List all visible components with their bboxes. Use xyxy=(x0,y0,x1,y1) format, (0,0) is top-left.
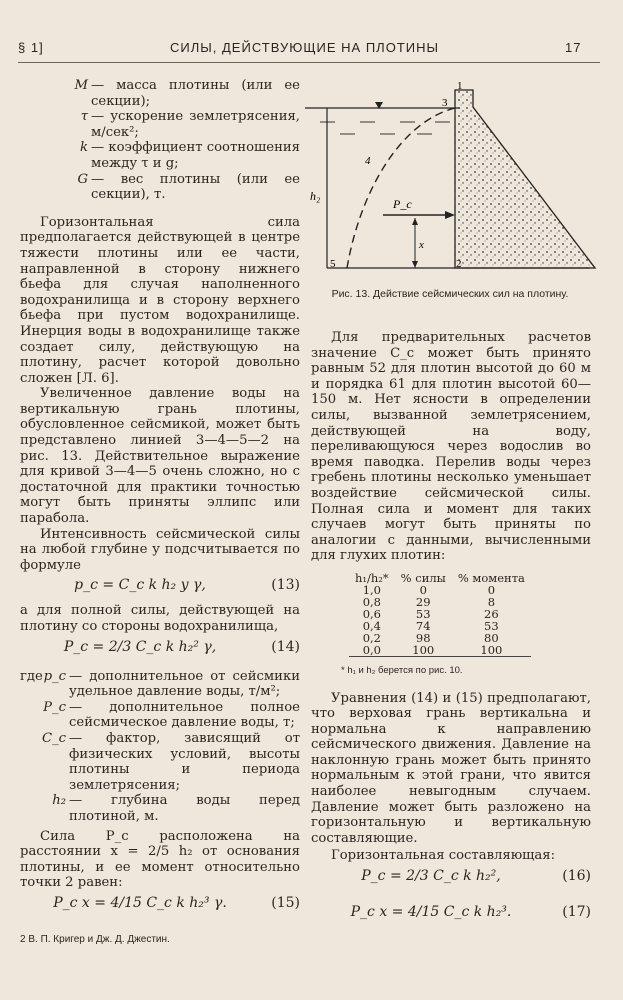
label-3: 3 xyxy=(442,97,448,109)
right-column xyxy=(311,330,591,934)
paragraph: Уравнения (14) и (15) предполагают, что верховая грань вертикальна и нормальна к направлению сейсмического движения. Давление на наклонную грань может быть принято нормальным к этой грани, что явится наиболее невыгодным случаем. Давление может быть разложено на горизонтальную и вертикальную составляющие. xyxy=(311,690,591,846)
table-row: 0,6 53 26 xyxy=(362,606,499,621)
label-h2: h₂ xyxy=(310,189,321,203)
table-header: % силы xyxy=(400,570,446,585)
label-2: 2 xyxy=(456,258,462,270)
label-5: 5 xyxy=(330,258,336,270)
section-marker: § 1] xyxy=(18,40,44,55)
overflow-table xyxy=(349,572,531,657)
definitions-top xyxy=(20,78,300,203)
table-row: 0,8 29 8 xyxy=(362,594,496,609)
formula-15: P_c x = 4/15 C_c k h₂³ γ. (15) xyxy=(53,894,300,911)
definition-item: M — масса плотины (или ее секции); xyxy=(74,78,300,109)
table-header: h₁/h₂* xyxy=(355,570,389,585)
formula-13: p_c = C_c k h₂ y γ, (13) xyxy=(74,577,300,594)
table-row: 0,4 74 53 xyxy=(362,618,499,633)
page-footer: 2 В. П. Кригер и Дж. Д. Джестин. xyxy=(20,934,170,945)
dam-body xyxy=(455,90,595,268)
formula-14: P_c = 2/3 C_c k h₂² γ, (14) xyxy=(63,638,300,655)
table-header: % момента xyxy=(457,570,525,585)
left-column xyxy=(20,78,300,925)
label-4: 4 xyxy=(365,155,371,167)
pressure-curve xyxy=(347,108,455,268)
definition-item: τ — ускорение землетрясения, м/сек²; xyxy=(80,109,300,140)
table-row: 0,0 100 100 xyxy=(349,644,531,657)
table-row: 0,2 98 80 xyxy=(362,630,499,645)
label-x: x xyxy=(419,239,424,251)
definitions-bottom xyxy=(20,669,300,825)
definition-item: G — вес плотины (или ее секции), т. xyxy=(77,171,300,203)
figure-caption: Рис. 13. Действие сейсмических сил на плотину. xyxy=(331,288,569,300)
definition-item: h₂ — глубина воды перед плотиной, м. xyxy=(52,793,300,824)
paragraph: Интенсивность сейсмической силы на любой глубине y подсчитывается по формуле xyxy=(20,526,300,573)
paragraph: Горизонтальная составляющая: xyxy=(331,848,556,864)
definition-item: k — коэффициент соотношения между τ и g; xyxy=(80,140,300,171)
label-1: 1 xyxy=(457,82,463,92)
running-title: СИЛЫ, ДЕЙСТВУЮЩИЕ НА ПЛОТИНЫ xyxy=(170,40,439,55)
table-footnote: * h₁ и h₂ берется по рис. 10. xyxy=(341,664,463,676)
page-number: 17 xyxy=(565,40,582,55)
formula-16: P_c = 2/3 C_c k h₂², (16) xyxy=(361,868,591,885)
paragraph: а для полной силы, действующей на плотину со стороны водохранилища, xyxy=(20,603,300,634)
formula-17: P_c x = 4/15 C_c k h₂³. (17) xyxy=(350,904,591,921)
paragraph: Для предварительных расчетов значение C_c может быть принято равным 52 для плотин высотой до 60 м и порядка 61 для плотин высотой 60—150 м. Нет ясности в определении силы, вызванной землетрясением, действующей на воду, переливающуюся через водослив во время паводка. Перелив воды через гребень плотины несколько уменьшает воздействие сейсмической силы. Полная сила и момент для таких случаев могут быть приняты по аналогии с данными, вычисленными для глухих плотин: xyxy=(311,330,591,564)
paragraph: Горизонтальная сила предполагается действующей в центре тяжести плотины или ее части, направленной в сторону нижнего бьефа для случая наполненного водохранилища и в сторону верхнего бьефа при пустом водохранилище. Инерция воды в водохранилище также создает силу, действующую на плотину, расчет которой довольно сложен [Л. 6]. xyxy=(20,214,300,386)
header-rule xyxy=(18,62,600,63)
definition-item: C_c — фактор, зависящий от физических условий, высоты плотины и периода землетрясения; xyxy=(42,730,300,793)
definition-item: P_c — дополнительное полное сейсмическое давление воды, т; xyxy=(43,699,300,731)
definition-item: где p_c — дополнительное от сейсмики удельное давление воды, т/м²; xyxy=(20,668,300,700)
paragraph: Увеличенное давление воды на вертикальную грань плотины, обусловленное сейсмикой, может быть представлено линией 3—4—5—2 на рис. 13. Действительное выражение для кривой 3—4—5 очень сложно, но с достаточной для практики точностью могут быть приняты эллипс или парабола. xyxy=(20,386,300,527)
table-row: 1,0 0 0 xyxy=(362,582,496,597)
figure-13-diagram xyxy=(305,82,603,282)
water-hatching xyxy=(320,122,450,134)
pc-arrow-head xyxy=(445,211,455,219)
label-pc: P_c xyxy=(393,197,412,211)
paragraph: Сила P_c расположена на расстоянии x = 2/5 h₂ от основания плотины, и ее момент относительно точки 2 равен: xyxy=(20,828,300,891)
